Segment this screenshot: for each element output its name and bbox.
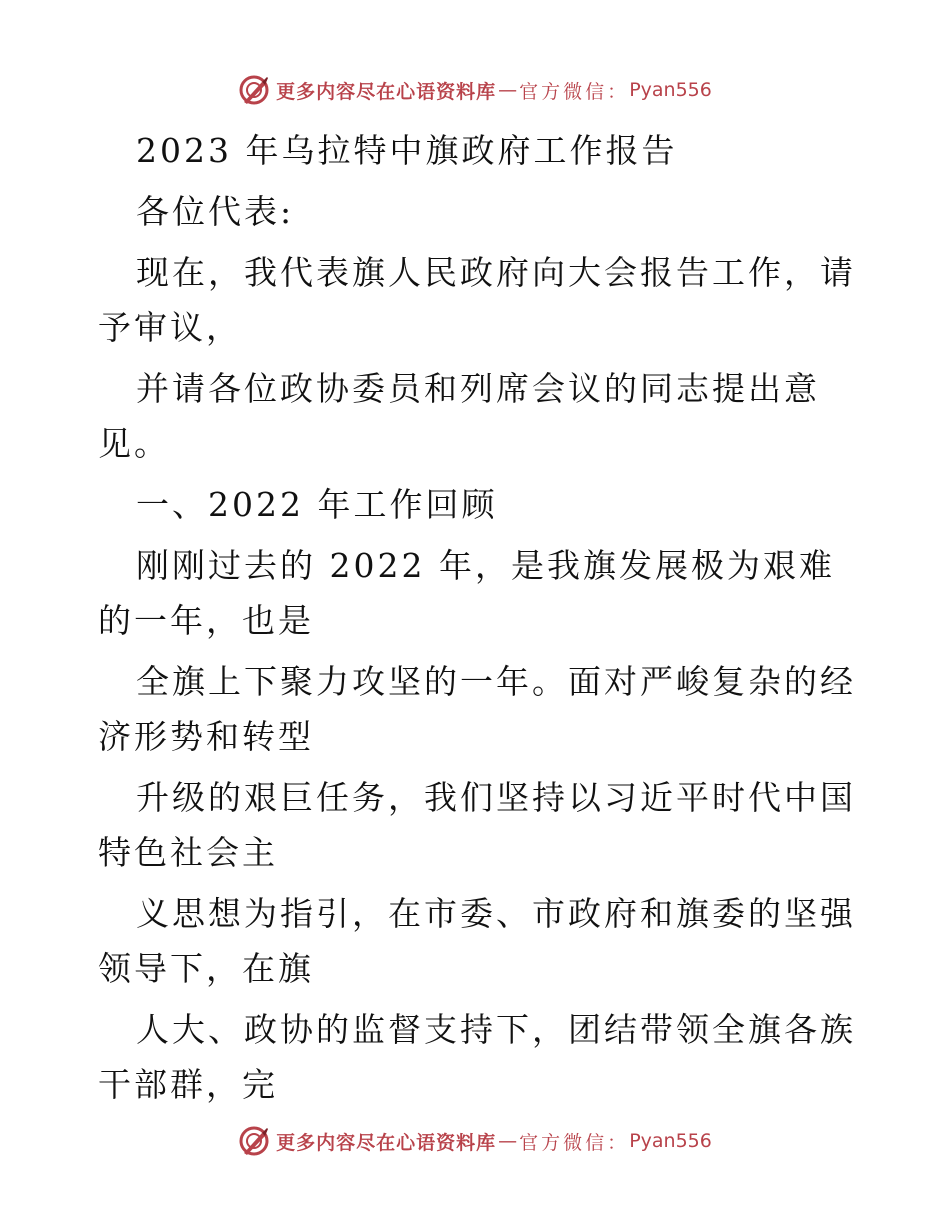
paragraph: 义思想为指引，在市委、市政府和旗委的坚强领导下，在旗 — [98, 894, 856, 988]
quill-seal-icon — [238, 74, 270, 106]
paragraph: 人大、政协的监督支持下，团结带领全旗各族干部群，完 — [98, 1010, 856, 1104]
paragraph: 并请各位政协委员和列席会议的同志提出意见。 — [98, 369, 820, 463]
watermark-wechat-label: 官方微信： — [519, 80, 630, 103]
watermark-wechat-id: Pyan556 — [629, 79, 712, 101]
watermark-main-text: 更多内容尽在心语资料库 — [276, 1131, 497, 1154]
watermark-dash: — — [498, 1130, 518, 1152]
paragraph: 升级的艰巨任务，我们坚持以习近平时代中国特色社会主 — [98, 778, 856, 872]
header-watermark — [0, 70, 950, 110]
footer-watermark — [0, 1121, 950, 1161]
watermark-dash: — — [498, 79, 518, 101]
paragraph: 刚刚过去的 2022 年，是我旗发展极为艰难的一年，也是 — [98, 546, 835, 640]
salutation: 各位代表: — [136, 192, 295, 231]
paragraph: 全旗上下聚力攻坚的一年。面对严峻复杂的经济形势和转型 — [98, 662, 856, 756]
paragraph: 现在，我代表旗人民政府向大会报告工作，请予审议， — [98, 253, 856, 347]
watermark-wechat-id: Pyan556 — [629, 1130, 712, 1152]
document-title: 2023 年乌拉特中旗政府工作报告 — [136, 131, 678, 170]
watermark-wechat-label: 官方微信： — [519, 1131, 630, 1154]
document-body — [98, 122, 858, 1112]
quill-seal-icon — [238, 1125, 270, 1157]
watermark-main-text: 更多内容尽在心语资料库 — [276, 80, 497, 103]
section-heading: 一、2022 年工作回顾 — [136, 485, 498, 524]
